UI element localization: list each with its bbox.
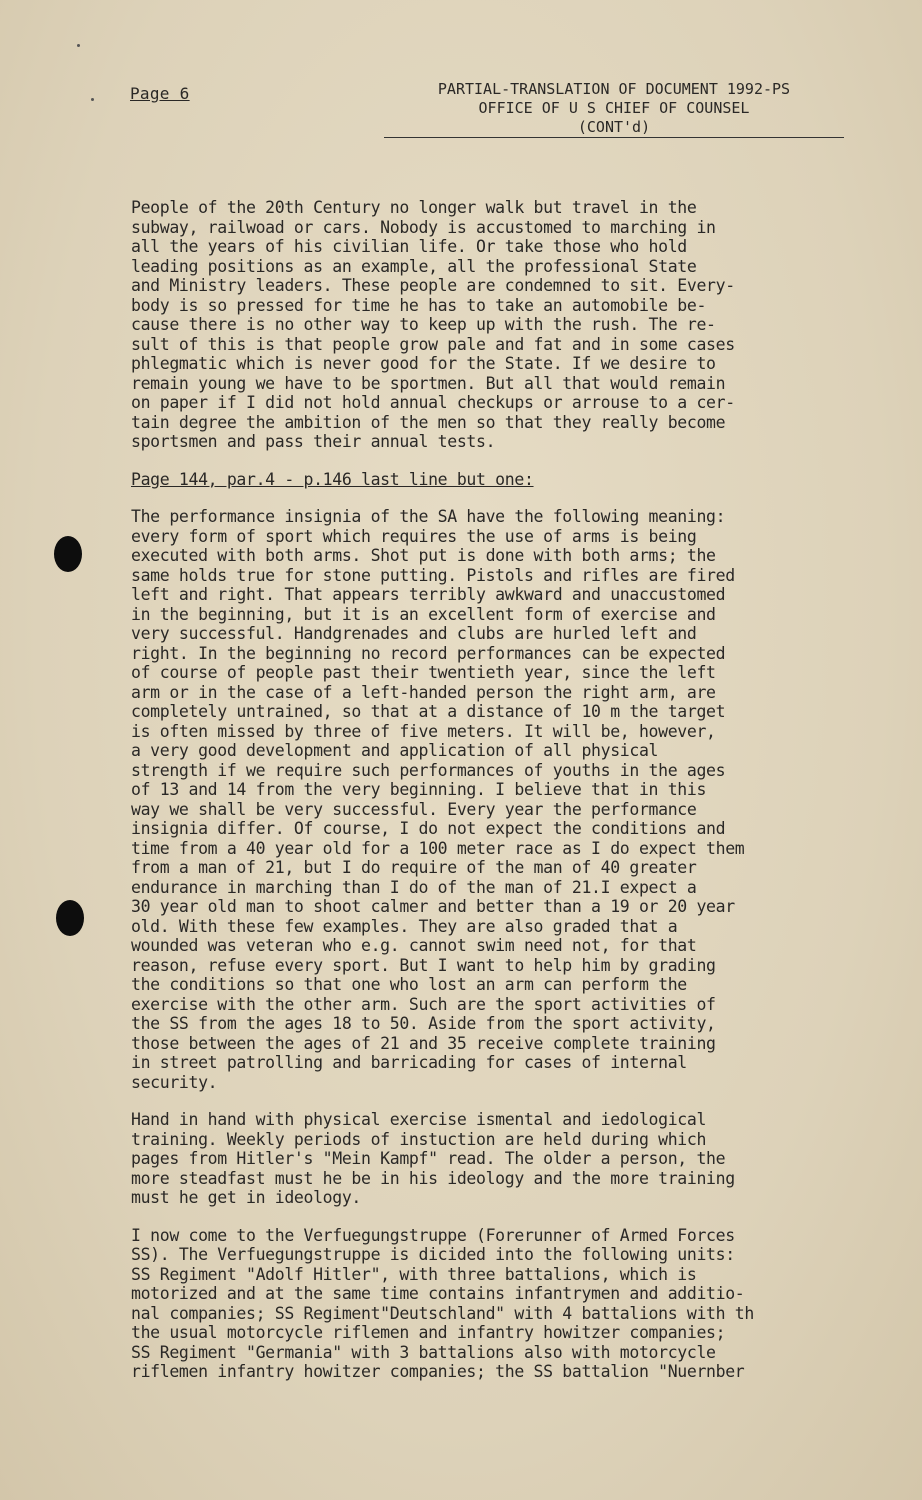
header-office: OFFICE OF U S CHIEF OF COUNSEL — [478, 99, 750, 117]
document-body — [131, 198, 891, 1400]
punch-hole-top — [54, 536, 82, 572]
page-number: Page 6 — [130, 84, 190, 103]
header-continued: (CONT'd) — [384, 118, 844, 138]
paragraph-sport-modern-life: People of the 20th Century no longer walk but travel in the subway, railwoad or cars. Nobody is accustomed to marching in all the years of his civilian life. Or take those who hold leading positions as an example, all the professional State and Ministry leaders. These people are condemned to sit. Every- body is so pressed for time he has to take an automobile be- cause there is no other way to keep up with the rush. The re- sult of this is that people grow pale and fat and in some cases phlegmatic which is never good for the State. If we desire to remain young we have to be sportmen. But all that would remain on paper if I did not hold annual checkups or arrouse to a cer- tain degree the ambition of the men so that they really become sportsmen and pass their annual tests. — [131, 198, 735, 451]
paper-speck — [91, 98, 94, 101]
punch-hole-bottom — [56, 900, 84, 936]
paragraph-performance-insignia: The performance insignia of the SA have the following meaning: every form of sport which requires the use of arms is being executed with both arms. Shot put is done with both arms; the same holds true for stone putting. Pistols and rifles are fired left and right. That appears terribly awkward and unaccustomed in the beginning, but it is an excellent form of exercise and very successful. Handgrenades and clubs are hurled left and right. In the beginning no record performances can be expected of course of people past their twentieth year, since the left arm or in the case of a left-handed person the right arm, are completely untrained, so that at a distance of 10 m the target is often missed by three of five meters. It will be, however, a very good development and application of all physical strength if we require such performances of youths in the ages of 13 and 14 from the very beginning. I believe that in this way we shall be very successful. Every year the performance insignia differ. Of course, I do not expect the conditions and time from a 40 year old for a 100 meter race as I do expect them from a man of 21, but I do require of the man of 40 greater endurance in marching than I do of the man of 21.I expect a 30 year old man to shoot calmer and better than a 19 or 20 year old. With these few examples. They are also graded that a wounded was veteran who e.g. cannot swim need not, for that reason, refuse every sport. But I want to help him by grading the conditions so that one who lost an arm can perform the exercise with the other arm. Such are the sport activities of the SS from the ages 18 to 50. Aside from the sport activity, those between the ages of 21 and 35 receive complete training in street patrolling and barricading for cases of internal security. — [131, 507, 745, 1092]
document-header — [384, 80, 844, 138]
paragraph-ideological-training: Hand in hand with physical exercise ismental and iedological training. Weekly periods of instuction are held during which pages from Hitler's "Mein Kampf" read. The older a person, the more steadfast must he be in his ideology and the more training must he get in ideology. — [131, 1110, 735, 1207]
header-title: PARTIAL-TRANSLATION OF DOCUMENT 1992-PS — [437, 80, 791, 98]
paper-speck — [77, 44, 80, 47]
section-heading: Page 144, par.4 - p.146 last line but one: — [131, 469, 534, 489]
paragraph-verfuegungstruppe: I now come to the Verfuegungstruppe (Forerunner of Armed Forces SS). The Verfuegungstruppe is dicided into the following units: SS Regiment "Adolf Hitler", with three battalions, which is motorized and at the same time contains infantrymen and additio- nal companies; SS Regiment"Deutschland" with 4 battalions with th the usual motorcycle riflemen and infantry howitzer companies; SS Regiment "Germania" with 3 battalions also with motorcycle riflemen infantry howitzer companies; the SS battalion "Nuernber — [131, 1225, 754, 1381]
